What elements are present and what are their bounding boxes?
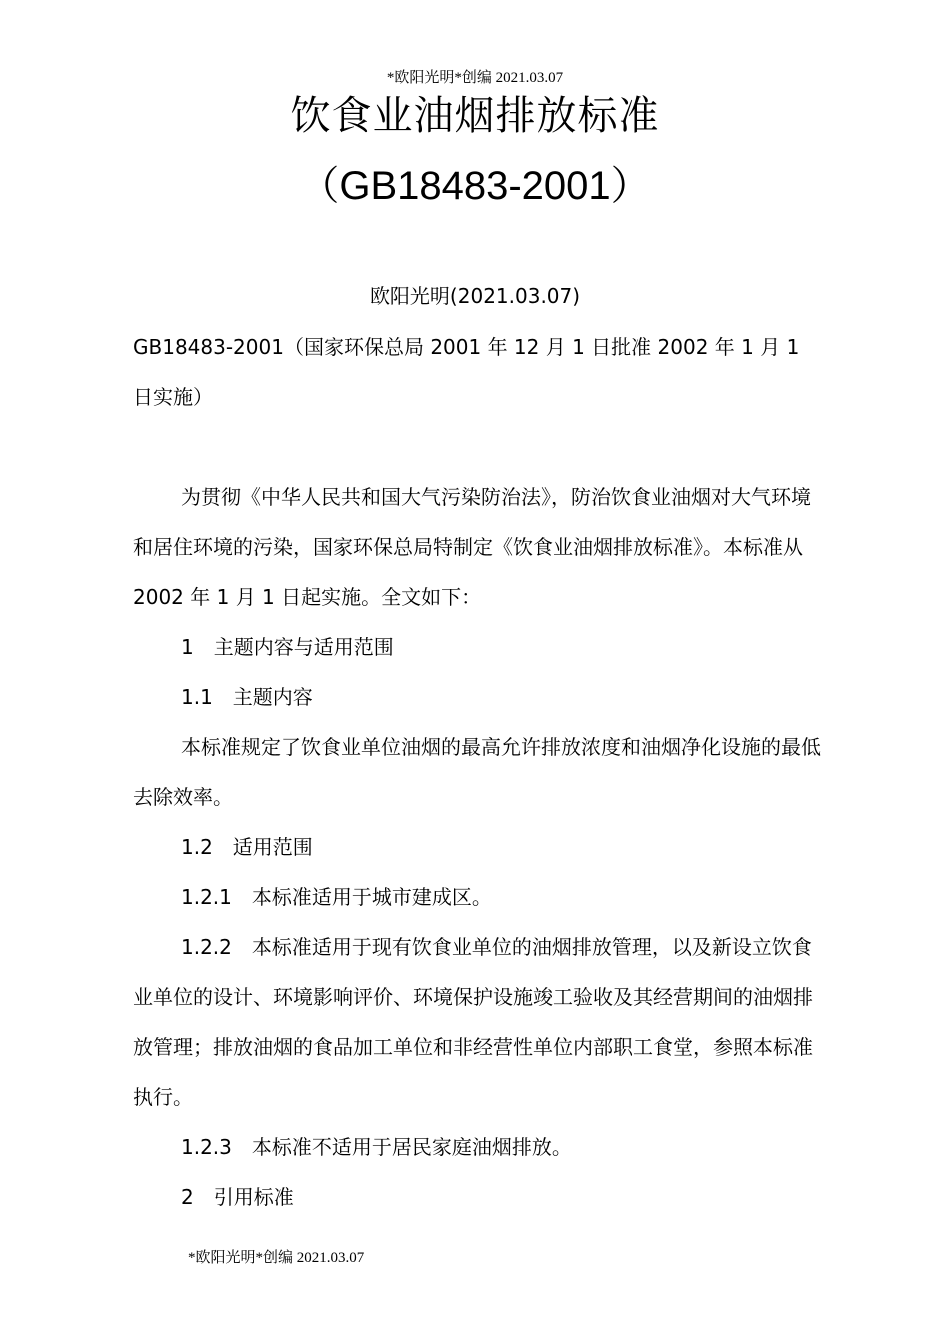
clause-1-2-2: 1.2.2 本标准适用于现有饮食业单位的油烟排放管理，以及新设立饮食业单位的设计、环境影响评价、环境保护设施竣工验收及其经营期间的油烟排放管理；排放油烟的食品加工单位和非经营性单位内部职工食堂，参照本标准执行。 bbox=[133, 935, 813, 1109]
document-title: 饮食业油烟排放标准 bbox=[290, 93, 660, 139]
document-body bbox=[133, 322, 823, 1222]
clause-1-2-1: 1.2.1 本标准适用于城市建成区。 bbox=[181, 885, 492, 909]
clause-1-2-3: 1.2.3 本标准不适用于居民家庭油烟排放。 bbox=[181, 1135, 572, 1159]
intro-paragraph: 为贯彻《中华人民共和国大气污染防治法》，防治饮食业油烟对大气环境和居住环境的污染，国家环保总局特制定《饮食业油烟排放标准》。本标准从 2002 年 1 月 1 日起实施。全文如下： bbox=[133, 485, 811, 609]
approval-paragraph: GB18483-2001（国家环保总局 2001 年 12 月 1 日批准 2002 年 1 月 1 日实施） bbox=[133, 335, 800, 409]
header-note: *欧阳光明*创编 2021.03.07 bbox=[386, 70, 564, 86]
section-heading-1: 1 主题内容与适用范围 bbox=[181, 635, 394, 659]
footer-note: *欧阳光明*创编 2021.03.07 bbox=[188, 1250, 365, 1266]
document-standard-code: （GB18483-2001） bbox=[299, 164, 651, 208]
section-heading-2: 2 引用标准 bbox=[181, 1185, 294, 1209]
scope-content-paragraph: 本标准规定了饮食业单位油烟的最高允许排放浓度和油烟净化设施的最低去除效率。 bbox=[133, 735, 821, 809]
section-heading-1-2: 1.2 适用范围 bbox=[181, 835, 313, 859]
blank-line bbox=[133, 422, 823, 472]
section-heading-1-1: 1.1 主题内容 bbox=[181, 685, 313, 709]
author-byline: 欧阳光明(2021.03.07) bbox=[369, 284, 581, 308]
